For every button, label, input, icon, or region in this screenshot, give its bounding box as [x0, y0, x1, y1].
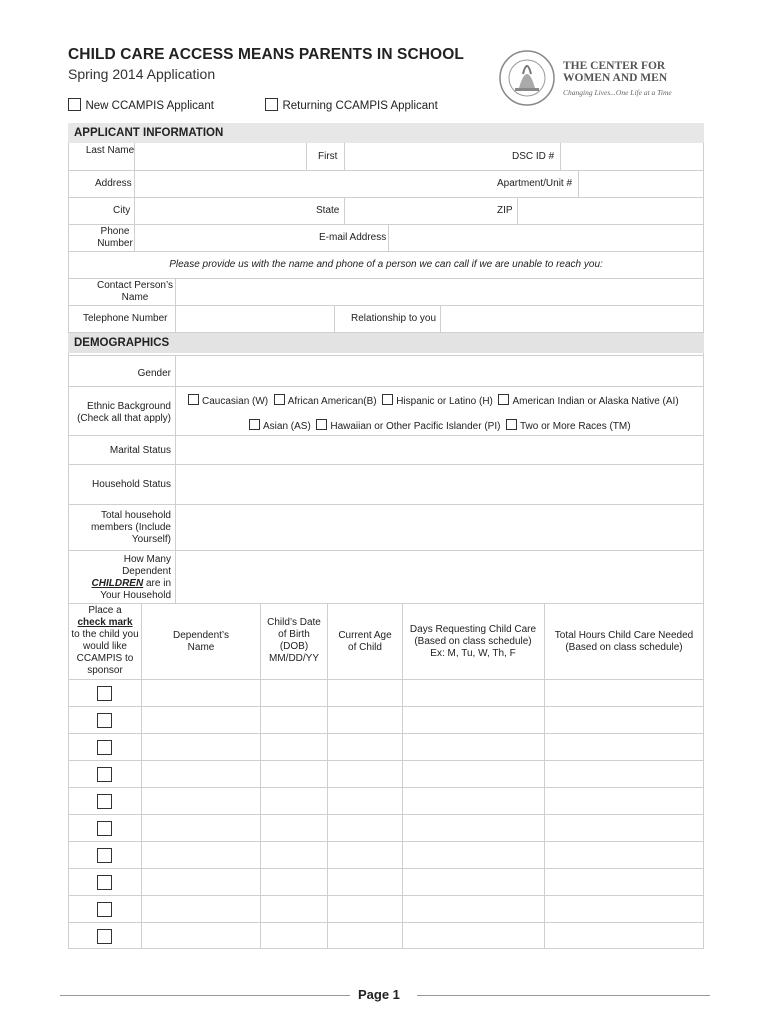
child-sponsor-checkbox[interactable] [97, 740, 112, 755]
child-age-cell[interactable] [328, 788, 402, 814]
dependent-children-emphasis: CHILDREN [91, 578, 144, 589]
phone-field[interactable] [135, 225, 306, 251]
apartment-label: Apartment/Unit # [497, 178, 573, 189]
child-hours-cell[interactable] [545, 923, 704, 949]
email-label: E-mail Address [319, 232, 387, 243]
child-name-cell[interactable] [142, 923, 260, 949]
logo-tagline: Changing Lives...One Life at a Time [563, 88, 672, 97]
child-dob-cell[interactable] [261, 869, 327, 895]
demographics-section-header: DEMOGRAPHICS [68, 333, 704, 353]
child-age-cell[interactable] [328, 923, 402, 949]
dsc-id-field[interactable] [561, 144, 704, 170]
ethnic-option-hispanic[interactable]: Hispanic or Latino (H) [382, 396, 493, 407]
child-dob-cell[interactable] [261, 815, 327, 841]
checkbox-icon[interactable] [316, 419, 327, 430]
child-sponsor-checkbox[interactable] [97, 686, 112, 701]
ethnic-option-american-indian[interactable]: American Indian or Alaska Native (AI) [498, 396, 678, 407]
child-sponsor-checkbox[interactable] [97, 848, 112, 863]
child-age-cell[interactable] [328, 815, 402, 841]
logo-org-line2: WOMEN AND MEN [563, 72, 668, 84]
household-label: Household Status [92, 479, 171, 490]
logo-org-line1: THE CENTER FOR [563, 60, 666, 72]
state-label: State [316, 205, 340, 216]
child-days-cell[interactable] [403, 815, 544, 841]
child-name-cell[interactable] [142, 707, 260, 733]
child-sponsor-checkbox[interactable] [97, 875, 112, 890]
col-check-header-b: to the child you would like CCAMPIS to sponsor [71, 629, 139, 676]
child-hours-cell[interactable] [545, 815, 704, 841]
new-applicant-checkbox[interactable] [68, 98, 81, 111]
child-hours-cell[interactable] [545, 734, 704, 760]
child-dob-cell[interactable] [261, 896, 327, 922]
returning-applicant-checkbox[interactable] [265, 98, 278, 111]
checkbox-icon[interactable] [249, 419, 260, 430]
child-days-cell[interactable] [403, 734, 544, 760]
checkbox-icon[interactable] [188, 394, 199, 405]
checkbox-icon[interactable] [506, 419, 517, 430]
child-name-cell[interactable] [142, 680, 260, 706]
child-dob-cell[interactable] [261, 761, 327, 787]
child-age-cell[interactable] [328, 707, 402, 733]
zip-label: ZIP [497, 205, 513, 216]
page-number: Page 1 [358, 987, 400, 1002]
first-name-field[interactable] [345, 144, 484, 170]
col-check-header-bold: check mark [77, 617, 133, 628]
child-days-cell[interactable] [403, 707, 544, 733]
child-sponsor-checkbox[interactable] [97, 794, 112, 809]
col-check-header [70, 605, 140, 677]
child-days-cell[interactable] [403, 923, 544, 949]
telephone-label: Telephone Number [83, 313, 168, 324]
address-field[interactable] [135, 171, 485, 197]
form-title: CHILD CARE ACCESS MEANS PARENTS IN SCHOOL [68, 46, 464, 63]
child-days-cell[interactable] [403, 896, 544, 922]
child-sponsor-checkbox[interactable] [97, 902, 112, 917]
child-age-cell[interactable] [328, 842, 402, 868]
returning-applicant-option[interactable] [265, 96, 438, 114]
child-name-cell[interactable] [142, 788, 260, 814]
ethnic-option-two-or-more[interactable]: Two or More Races (TM) [506, 421, 631, 432]
child-days-cell[interactable] [403, 680, 544, 706]
city-label: City [113, 205, 131, 216]
applicant-section-header: APPLICANT INFORMATION [68, 123, 704, 143]
dependent-children-label [80, 554, 171, 602]
ethnic-options-row2 [249, 419, 631, 432]
child-hours-cell[interactable] [545, 680, 704, 706]
child-days-cell[interactable] [403, 842, 544, 868]
child-hours-cell[interactable] [545, 896, 704, 922]
returning-applicant-label: Returning CCAMPIS Applicant [282, 100, 438, 112]
checkbox-icon[interactable] [274, 394, 285, 405]
child-dob-cell[interactable] [261, 734, 327, 760]
child-age-cell[interactable] [328, 761, 402, 787]
checkbox-icon[interactable] [498, 394, 509, 405]
child-days-cell[interactable] [403, 788, 544, 814]
total-members-field[interactable] [176, 505, 704, 550]
child-days-cell[interactable] [403, 869, 544, 895]
col-days-header: Days Requesting Child Care (Based on class schedule) Ex: M, Tu, W, Th, F [409, 624, 537, 659]
first-name-label: First [318, 151, 338, 162]
child-sponsor-checkbox[interactable] [97, 929, 112, 944]
child-hours-cell[interactable] [545, 869, 704, 895]
contact-name-label: Contact Person’s Name [97, 280, 173, 303]
state-field[interactable] [345, 198, 484, 224]
ethnic-option-pacific-islander[interactable]: Hawaiian or Other Pacific Islander (PI) [316, 421, 500, 432]
child-age-cell[interactable] [328, 869, 402, 895]
checkbox-icon[interactable] [382, 394, 393, 405]
child-days-cell[interactable] [403, 761, 544, 787]
dependent-children-text-a: How Many Dependent [122, 554, 171, 577]
child-name-cell[interactable] [142, 815, 260, 841]
form-subtitle: Spring 2014 Application [68, 66, 216, 82]
child-dob-cell[interactable] [261, 680, 327, 706]
zip-field[interactable] [518, 198, 704, 224]
marital-field[interactable] [176, 436, 704, 464]
ethnic-options-row1 [188, 394, 679, 407]
city-field[interactable] [135, 198, 306, 224]
new-applicant-option[interactable] [68, 96, 214, 114]
college-logo [497, 48, 697, 108]
marital-label: Marital Status [109, 445, 171, 456]
relationship-label: Relationship to you [351, 313, 437, 324]
ethnic-option-african-american[interactable]: African American(B) [274, 396, 377, 407]
child-dob-cell[interactable] [261, 788, 327, 814]
child-hours-cell[interactable] [545, 761, 704, 787]
child-name-cell[interactable] [142, 761, 260, 787]
child-dob-cell[interactable] [261, 842, 327, 868]
child-name-cell[interactable] [142, 896, 260, 922]
contact-note: Please provide us with the name and phone of a person we can call if we are unable to reach you: [169, 259, 603, 270]
last-name-field[interactable] [135, 144, 306, 170]
child-age-cell[interactable] [328, 896, 402, 922]
child-name-cell[interactable] [142, 734, 260, 760]
gender-field[interactable] [176, 356, 704, 386]
dsc-id-label: DSC ID # [512, 151, 555, 162]
relationship-field[interactable] [441, 306, 704, 332]
child-age-cell[interactable] [328, 734, 402, 760]
dependent-children-field[interactable] [176, 551, 704, 603]
gender-label: Gender [137, 368, 171, 379]
child-hours-cell[interactable] [545, 842, 704, 868]
child-name-cell[interactable] [142, 842, 260, 868]
ethnic-option-asian[interactable]: Asian (AS) [249, 421, 311, 432]
new-applicant-label: New CCAMPIS Applicant [85, 100, 214, 112]
apartment-field[interactable] [579, 171, 704, 197]
child-dob-cell[interactable] [261, 923, 327, 949]
ethnic-option-caucasian[interactable]: Caucasian (W) [188, 396, 268, 407]
last-name-label: Last Name [85, 145, 135, 156]
telephone-field[interactable] [176, 306, 334, 332]
household-field[interactable] [176, 465, 704, 504]
col-hours-header: Total Hours Child Care Needed (Based on class schedule) [554, 630, 694, 653]
child-hours-cell[interactable] [545, 707, 704, 733]
child-sponsor-checkbox[interactable] [97, 767, 112, 782]
email-field[interactable] [389, 225, 704, 251]
col-dob-header: Child’s Date of Birth (DOB) MM/DD/YY [267, 617, 321, 664]
dependent-children-text-b: are in Your Household [100, 578, 171, 601]
ethnic-label: Ethnic Background (Check all that apply) [77, 401, 171, 424]
phone-label: Phone Number [97, 226, 133, 249]
child-name-cell[interactable] [142, 869, 260, 895]
col-check-header-a: Place a [88, 605, 122, 616]
address-label: Address [95, 178, 132, 189]
child-sponsor-checkbox[interactable] [97, 713, 112, 728]
col-name-header: Dependent’s Name [173, 630, 229, 653]
child-hours-cell[interactable] [545, 788, 704, 814]
total-members-label: Total household members (Include Yourself) [90, 510, 171, 545]
contact-name-field[interactable] [176, 279, 704, 305]
child-age-cell[interactable] [328, 680, 402, 706]
child-dob-cell[interactable] [261, 707, 327, 733]
col-age-header: Current Age of Child [338, 630, 392, 653]
child-sponsor-checkbox[interactable] [97, 821, 112, 836]
